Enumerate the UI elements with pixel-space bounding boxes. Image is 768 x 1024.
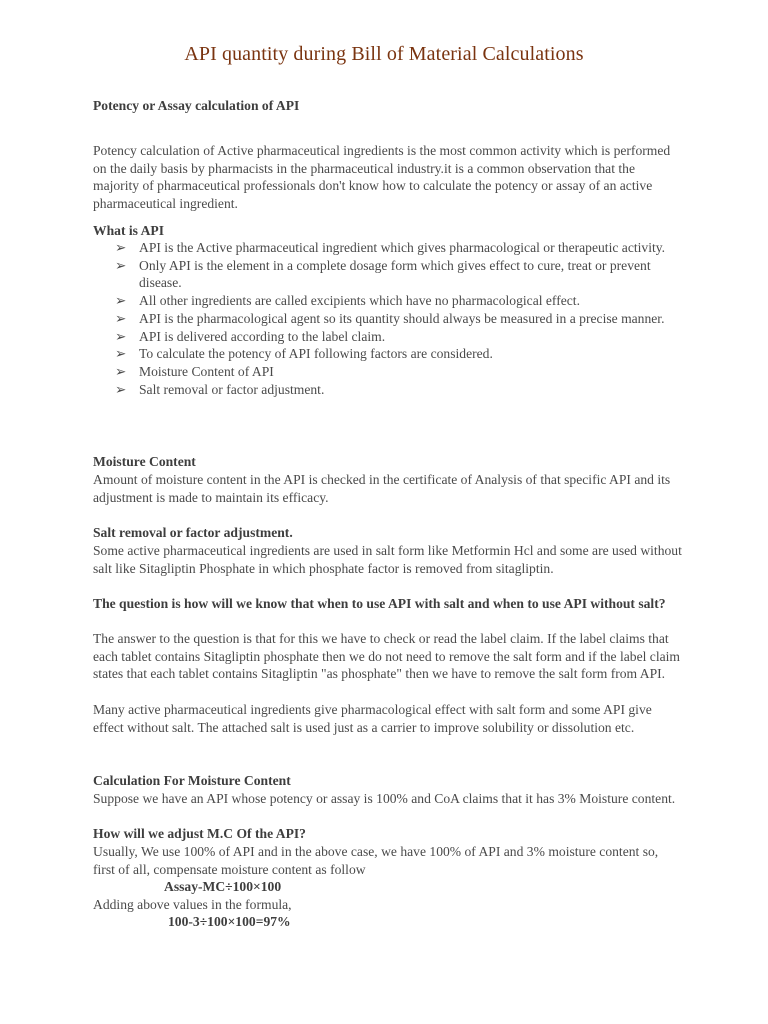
- usually-paragraph: Usually, We use 100% of API and in the above case, we have 100% of API and 3% moisture content so, first of all, compensate moisture content as follow: [93, 844, 659, 877]
- heading-adjust-mc: How will we adjust M.C Of the API?: [93, 826, 306, 841]
- heading-what-is-api: What is API: [93, 223, 165, 238]
- adding-values-text: Adding above values in the formula,: [93, 897, 292, 912]
- formula-result: 100-3÷100×100=97%: [168, 914, 291, 929]
- arrow-bullet-icon: ➢: [115, 381, 127, 397]
- arrow-bullet-icon: ➢: [115, 346, 127, 362]
- arrow-bullet-icon: ➢: [115, 293, 127, 309]
- arrow-bullet-icon: ➢: [115, 310, 127, 326]
- suppose-paragraph: Suppose we have an API whose potency or assay is 100% and CoA claims that it has 3% Moisture content.: [93, 791, 676, 806]
- heading-moisture-content: Moisture Content: [93, 454, 196, 469]
- intro-paragraph: Potency calculation of Active pharmaceutical ingredients is the most common activity which is performed on the daily basis by pharmacists in the pharmaceutical industry.it is a common observation that the majority of pharmaceutical professionals don't know how to calculate the potency or assay of an active pharmaceutical ingredient.: [93, 143, 671, 212]
- list-item: ➢ Only API is the element in a complete dosage form which gives effect to cure, treat or prevent disease.: [115, 257, 651, 291]
- answer-paragraph: The answer to the question is that for this we have to check or read the label claim. If the label claims that each tablet contains Sitagliptin phosphate then we do not need to remove the salt form and if the label claim states that each tablet contains Sitagliptin "as phosphate" then we have to remove the salt form from API.: [93, 631, 681, 682]
- arrow-bullet-icon: ➢: [115, 363, 127, 379]
- heading-potency: Potency or Assay calculation of API: [93, 98, 300, 113]
- heading-salt-removal: Salt removal or factor adjustment.: [93, 525, 293, 540]
- many-api-paragraph: Many active pharmaceutical ingredients give pharmacological effect with salt form and some API give effect without salt. The attached salt is used just as a carrier to improve solubility or dissolution etc.: [93, 702, 652, 735]
- document-title: API quantity during Bill of Material Calculations: [184, 43, 584, 65]
- heading-calculation: Calculation For Moisture Content: [93, 773, 291, 788]
- salt-paragraph: Some active pharmaceutical ingredients are used in salt form like Metformin Hcl and some are used without salt like Sitagliptin Phosphate in which phosphate factor is removed from sitagliptin.: [93, 543, 682, 576]
- list-item: ➢ Salt removal or factor adjustment.: [115, 381, 325, 397]
- list-item: ➢ API is delivered according to the label claim.: [115, 328, 386, 344]
- list-item: ➢ To calculate the potency of API following factors are considered.: [115, 346, 493, 362]
- api-bullet-list: [115, 239, 685, 398]
- list-item: ➢ Moisture Content of API: [115, 363, 274, 379]
- list-item: ➢ API is the pharmacological agent so its quantity should always be measured in a precise manner.: [115, 310, 665, 326]
- arrow-bullet-icon: ➢: [115, 257, 127, 273]
- list-item: ➢ All other ingredients are called excipients which have no pharmacological effect.: [115, 293, 580, 309]
- formula-assay-mc: Assay-MC÷100×100: [164, 879, 282, 894]
- arrow-bullet-icon: ➢: [115, 240, 127, 255]
- heading-question: The question is how will we know that when to use API with salt and when to use API without salt?: [93, 596, 666, 611]
- list-item: ➢ API is the Active pharmaceutical ingredient which gives pharmacological or therapeutic activity.: [115, 240, 666, 255]
- arrow-bullet-icon: ➢: [115, 328, 127, 344]
- moisture-paragraph: Amount of moisture content in the API is checked in the certificate of Analysis of that specific API and its adjustment is made to maintain its efficacy.: [93, 472, 671, 505]
